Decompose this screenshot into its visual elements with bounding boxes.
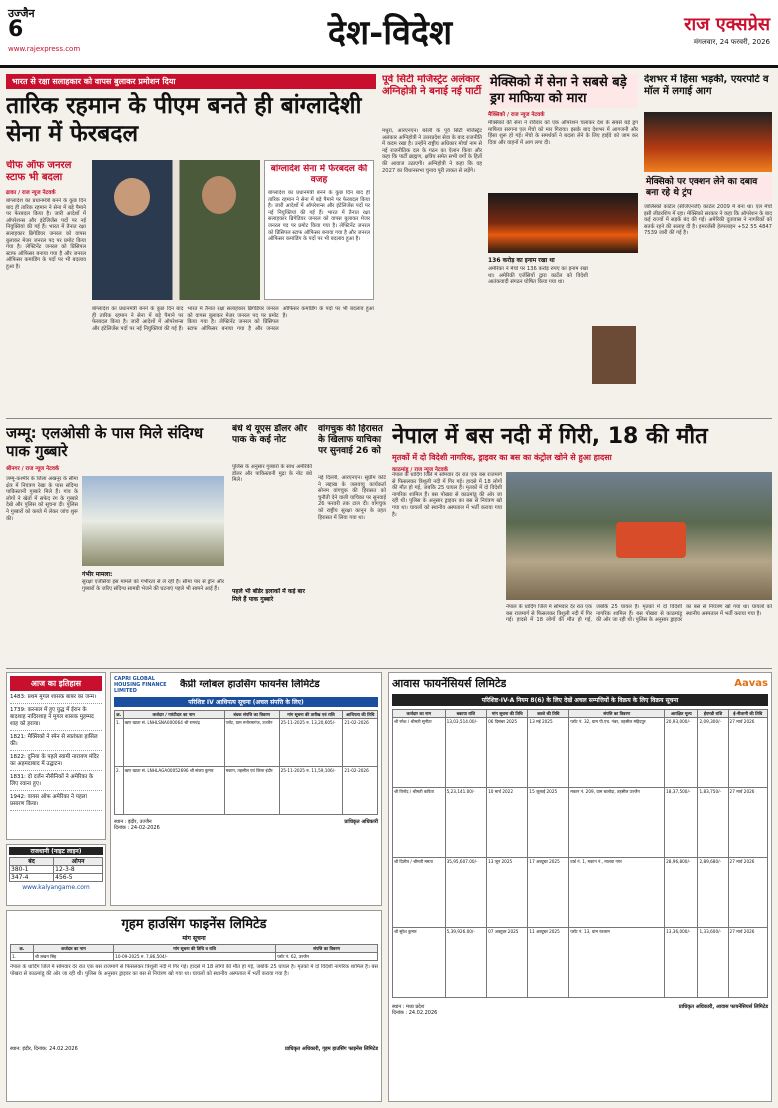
history-box [6, 672, 106, 840]
rajdhani-title: राजधानी (नाइट लाइन) [9, 847, 103, 855]
story-nepal-subhead: मृतकों में दो विदेशी नागरिक, ड्राइवर का बस का कंट्रोल खोने से हुआ हादसा [392, 453, 612, 462]
violence-photo [644, 112, 772, 172]
story-nepal-body-continued: नेपाल के धादिंग जिले में सोमवार देर रात एक बस राजमार्ग से फिसलकर त्रिशूली नदी में गिर गई। हादसे में 18 लोगों की मौत हो गई, जबकि 25 घायल हैं। मृतकों में दो विदेशी नागरिक शामिल हैं। बस पोखरा से काठमांडू की ओर जा रही थी। पुलिस के अनुसार ड्राइवर का बस से नियंत्रण खो गया था। घायलों को स्थानीय अस्पताल में भर्ती कराया गया है। [506, 604, 772, 624]
story-nepal-body: नेपाल के धादिंग जिले में सोमवार देर रात एक बस राजमार्ग से फिसलकर त्रिशूली नदी में गिर गई। हादसे में 18 लोगों की मौत हो गई, जबकि 25 घायल हैं। मृतकों में दो विदेशी नागरिक शामिल हैं। बस पोखरा से काठमांडू की ओर जा रही थी। पुलिस के अनुसार ड्राइवर का बस से नियंत्रण खो गया था। घायलों को स्थानीय अस्पताल में भर्ती कराया गया है। [392, 472, 502, 518]
aavas-title: आवास फायनेंसियर्स लिमिटेड [392, 677, 507, 690]
rajdhani-box [6, 844, 106, 906]
story-dollar [232, 424, 312, 664]
table-cell: 11 अक्टूबर 2025 [528, 928, 569, 998]
history-item: 1483: प्रथम मुगल शासक बाबर का जन्म। [10, 694, 102, 704]
table-cell: 35,95,607.00/- [445, 858, 487, 928]
story-violence-body: जालिस्को कार्टेल (सीजेएनजी) कार्टेल 2009 में बना था। एल मेंचो इसी लीडरशिप में रहा। मेक्सिको सरकार ने कहा कि ऑपरेशन के बाद कई राज्यों में सड़कें बंद की गई। अमेरिकी दूतावास ने नागरिकों को सतर्क रहने की सलाह दी है। इमरजेंसी हेल्पलाइन +52 55 4847 7539 जारी की गई है। [644, 204, 772, 237]
table-row [393, 718, 768, 788]
story-jammu-body: जम्मू-कश्मीर के जिला अखनूर के सीमा क्षेत्र में नियंत्रण रेखा के पास संदिग्ध पाकिस्तानी गुब्बारे मिले हैं। गांव के लोगों ने खेतों में सफेद रंग के गुब्बारे देखे और पुलिस को सूचना दी। पुलिस ने गुब्बारों को कब्जे में लेकर जांच शुरू की। [6, 476, 78, 522]
balloon-photo [82, 476, 224, 566]
story-nepal-byline: काठमांडू / राज न्यूज नेटवर्क [392, 467, 448, 473]
table-cell: मकान नं. 209, ग्राम बालोदा, तहसील उज्जैन [569, 788, 665, 858]
rajdhani-cell: 456-5 [54, 874, 103, 882]
table-cell: 13,36,000/- [665, 928, 698, 998]
table-cell: वार्ड नं. 1, मकान नं., मालवा नगर [569, 858, 665, 928]
capri-column-header: क्र. [116, 712, 122, 717]
table-cell: 2. [115, 767, 124, 815]
story-mexico-byline: मैक्सिको / राज न्यूज नेटवर्क [488, 112, 545, 118]
table-cell: प्लॉट नं. 62, उज्जैन [276, 953, 378, 961]
story-jammu-headline: जम्मू: एलओसी के पास मिले संदिग्ध पाक गुब्बारे [6, 424, 204, 460]
rajdhani-site: www.kalyangame.com [22, 884, 90, 891]
table-cell: 27 मार्च 2026 [728, 928, 767, 998]
website: www.rajexpress.com [8, 45, 81, 53]
table-row [393, 788, 768, 858]
table-cell: 18,37,500/- [665, 788, 698, 858]
history-item: 1821: मैक्सिको ने स्पेन से स्वतंत्रता हासिल की। [10, 734, 102, 751]
table-cell: 5,39,926.00/- [445, 928, 487, 998]
table-cell: श्री लखन सिंह [33, 953, 113, 961]
story-mexico-body2: अमेरिका ने मेंचो पर 136 करोड़ रुपए का इनाम रखा था। अमेरिकी एजेंसियों द्वारा कार्टेल को विदेशी आतंकवादी संगठन घोषित किया गया था। [488, 266, 588, 286]
table-cell: 5,23,141.00/- [445, 788, 487, 858]
aavas-column-header: बकाया राशि [445, 710, 487, 718]
aavas-table [392, 709, 768, 998]
aavas-column-header: ईएमडी राशि [698, 710, 728, 718]
table-cell: प्लॉट नं. 13, ग्राम रतलाम [569, 928, 665, 998]
aavas-column-header: मांग सूचना की तिथि [487, 710, 528, 718]
griham-notice [6, 910, 382, 1102]
story-mexico [488, 74, 638, 414]
table-cell: 27 मार्च 2026 [728, 788, 767, 858]
story-jammu-body2: सुरक्षा एजेंसियां इस मामले को गंभीरता से ले रही हैं। सीमा पार से ड्रोन और गुब्बारों के जरिए संदिग्ध सामग्री भेजने की घटनाएं पहले भी सामने आई हैं। [82, 579, 224, 592]
el-mencho-photo [592, 326, 636, 384]
griham-column-header: मांग सूचना की तिथि व राशि [114, 945, 276, 953]
story-jammu [6, 424, 226, 664]
story-dollar-subhead: पहले भी बॉर्डर इलाकों में कई बार मिले हैं पाक गुब्बारे [232, 588, 305, 603]
aavas-logo: Aavas [734, 678, 768, 689]
table-cell: प्लॉट नं. 32, ग्राम पी.एच. नंबर, तहसील महिदपुर [569, 718, 665, 788]
history-list [10, 694, 102, 811]
lead-body-continued: बांग्लादेश का प्रधानमंत्री बनने के कुछ दिन बाद ही तारिक रहमान ने सेना में बड़े पैमाने पर फेरबदल किया है। जारी आदेशों में ऑपरेशन्स और इंटेलिजेंस पदों पर नई नियुक्तियां की गई हैं। भारत में तैनात रक्षा सलाहकार ब्रिगेडियर जनरल को वापस बुलाकर मेजर जनरल पद पर प्रमोट किया गया है। लेफ्टिनेंट जनरल को प्रिंसिपल स्टाफ ऑफिसर बनाया गया है और जनरल ऑफिसर कमांडिंग के पदों पर भी बदलाव हुआ है। [92, 306, 374, 332]
story-mexico-headline: मेक्सिको में सेना ने सबसे बड़े ड्रग माफिया को मारा [488, 74, 638, 108]
aavas-column-header: संपत्ति का विवरण [569, 710, 665, 718]
aavas-column-header: आरक्षित मूल्य [665, 710, 698, 718]
table-cell: प्लॉट, ग्राम मनोरमागंज, उज्जैन [224, 719, 279, 767]
capri-notice [110, 672, 382, 906]
lead-headline: तारिक रहमान के पीएम बनते ही बांग्लादेशी सेना में फेरबदल [6, 93, 362, 147]
lead-kicker: भारत से रक्षा सलाहकार को वापस बुलाकर प्रमोशन दिया [6, 74, 376, 89]
table-cell: 2,09,300/- [698, 718, 728, 788]
table-row [393, 928, 768, 998]
table-cell: 13 मई 2025 [528, 718, 569, 788]
story-mexico-subhead: 136 करोड़ का इनाम रखा था [488, 257, 555, 264]
capri-place: स्थान : इंदौर, उज्जैन [114, 819, 152, 825]
story-party-headline: पूर्व सिटी मजिस्ट्रेट अलंकार अग्निहोत्री ने बनाई नई पार्टी [382, 74, 482, 97]
story-nepal [392, 424, 772, 664]
griham-column-header: क्र. [11, 945, 34, 953]
table-cell: 1,83,750/- [698, 788, 728, 858]
story-party-body: मथुरा, आरएनएन। बरेली के पूर्व सिटी मजिस्ट्रेट अलंकार अग्निहोत्री ने उत्तरप्रदेश सेवा के बाद राजनीति में कदम रखा है। उन्होंने राष्ट्रीय अधिकार मोर्चा नाम से नई राजनीतिक दल के गठन का ऐलान किया और कहा कि पार्टी ब्राह्मण, क्षत्रिय समेत सभी वर्गों के हितों की आवाज उठाएगी। अग्निहोत्री ने कहा कि वह 2027 का विधानसभा चुनाव पूरी ताकत से लड़ेंगे। [382, 128, 482, 174]
capri-date: दिनांक : 24-02-2026 [114, 825, 160, 831]
table-cell: 1. [115, 719, 124, 767]
aavas-signoff: प्राधिकृत अधिकारी, आवास फायनेंसियर्स लिमिटेड [678, 1004, 768, 1010]
lead-inset-title: बांग्लादेश सेना में फेरबदल की वजह [270, 164, 368, 185]
history-title: आज का इतिहास [10, 676, 102, 691]
table-cell: 10-09-2025 रु. 7,86,504/- [114, 953, 276, 961]
aavas-notice [388, 672, 772, 1102]
capri-column-header: कर्जदार / गारंटीदार का नाम [123, 711, 224, 719]
table-cell: 20,93,000/- [665, 718, 698, 788]
capri-signoff: प्राधिकृत अधिकारी [344, 819, 378, 825]
capri-column-header: आधिपत्य की तिथि [343, 711, 378, 719]
story-jammu-subhead: गंभीर मामला: [82, 571, 113, 578]
story-party [382, 74, 482, 414]
edition-city: उज्जैन [8, 7, 35, 20]
story-dollar-body: पुलिस के अनुसार गुब्बारों के साथ अमेरिकी डॉलर और पाकिस्तानी मुद्रा के नोट बंधे मिले। [232, 464, 312, 484]
story-mexico-body: मेक्सिको की सेना ने रविवार को एक ऑपरेशन चलाकर देश के सबसे बड़े ड्रग माफिया सरगना एल मेंचो को मार गिराया। इसके बाद देशभर में आगजनी और हिंसा शुरू हो गई। मेंचो के समर्थकों ने बदला लेने के लिए हाईवे को जाम कर दिया और वाहनों में आग लगा दी। [488, 120, 638, 146]
griham-signoff: प्राधिकृत अधिकारी, गृहम हाउसिंग फाइनेंस लिमिटेड [284, 1046, 378, 1052]
mexico-fire-photo [488, 193, 638, 253]
history-item: 1822: दुनिया के पहले स्वामी नारायण मंदिर का अहमदाबाद में उद्घाटन। [10, 754, 102, 771]
lead-story [6, 74, 376, 414]
table-cell: 25-11-2025 रु. 13,20,605/- [279, 719, 343, 767]
rajdhani-cell: 380-1 [10, 866, 54, 874]
griham-place: स्थान: इंदौर, दिनांक: 24.02.2026 [10, 1046, 78, 1052]
aavas-column-header: कर्जदार का नाम [393, 710, 446, 718]
rajdhani-col: बंद [10, 858, 54, 866]
story-nepal-headline: नेपाल में बस नदी में गिरी, 18 की मौत [392, 424, 708, 449]
table-cell: श्री सुरेश कुमार [393, 928, 446, 998]
capri-subtitle: परिशिष्ट IV आधिपत्य सूचना (अचल संपत्ति के लिए) [114, 697, 378, 707]
history-item: 1739: करनाल में हुए युद्ध में ईरान के बादशाह नादिरशाह ने मुगल शासक मुहम्मद शाह को हराया। [10, 707, 102, 731]
lead-inset-box [264, 160, 374, 300]
table-cell: 13,03,514.00/- [445, 718, 487, 788]
table-cell: 15 जुलाई 2025 [528, 788, 569, 858]
griham-column-header: संपत्ति का विवरण [276, 945, 378, 953]
table-row [115, 719, 378, 767]
table-row [115, 767, 378, 815]
masthead [0, 0, 778, 68]
capri-logo: CAPRI GLOBAL HOUSING FINANCE LIMITED [114, 676, 167, 694]
griham-column-header: कर्जदार का नाम [33, 945, 113, 953]
table-cell: 17 अक्टूबर 2025 [528, 858, 569, 928]
rajdhani-cell: 347-4 [10, 874, 54, 882]
story-wangchuk-headline: वांगचुक की हिरासत के खिलाफ याचिका पर सुनवाई 26 को [318, 424, 383, 456]
griham-table [10, 944, 378, 961]
table-cell: 06 दिसंबर 2025 [487, 718, 528, 788]
table-cell: मकान, तहसील एवं जिला इंदौर [224, 767, 279, 815]
griham-fineprint: नेपाल के धादिंग जिले में सोमवार देर रात एक बस राजमार्ग से फिसलकर त्रिशूली नदी में गिर गई। हादसे में 18 लोगों की मौत हो गई, जबकि 25 घायल हैं। मृतकों में दो विदेशी नागरिक शामिल हैं। बस पोखरा से काठमांडू की ओर जा रही थी। पुलिस के अनुसार ड्राइवर का बस से नियंत्रण खो गया था। घायलों को स्थानीय अस्पताल में भर्ती कराया गया है। [10, 964, 378, 977]
capri-title: कैप्री ग्लोबल हाउसिंग फायनेंस लिमिटेड [180, 679, 320, 690]
divider [6, 668, 772, 669]
lead-subhead: चीफ ऑफ जनरल स्टाफ भी बदला [6, 160, 72, 183]
story-violence-subhead: मेक्सिको पर एक्शन लेने का दबाव बना रहे थे ट्रंप [644, 175, 772, 201]
table-cell: 21-02-2026 [343, 719, 378, 767]
table-cell: 27 मार्च 2026 [728, 858, 767, 928]
lead-photo [92, 160, 260, 300]
table-row [11, 953, 378, 961]
capri-table [114, 710, 378, 815]
table-cell: 1. [11, 953, 34, 961]
story-jammu-byline: श्रीनगर / राज न्यूज नेटवर्क [6, 466, 60, 472]
table-cell: श्री रमेश / श्रीमती सुनीता [393, 718, 446, 788]
lead-inset-body: बांग्लादेश का प्रधानमंत्री बनने के कुछ दिन बाद ही तारिक रहमान ने सेना में बड़े पैमाने पर फेरबदल किया है। जारी आदेशों में ऑपरेशन्स और इंटेलिजेंस पदों पर नई नियुक्तियां की गई हैं। भारत में तैनात रक्षा सलाहकार ब्रिगेडियर जनरल को वापस बुलाकर मेजर जनरल पद पर प्रमोट किया गया है। लेफ्टिनेंट जनरल को प्रिंसिपल स्टाफ ऑफिसर बनाया गया है और जनरल ऑफिसर कमांडिंग के पदों पर भी बदलाव हुआ है। [268, 190, 370, 243]
table-cell: 27 मार्च 2026 [728, 718, 767, 788]
table-cell: 21-02-2026 [343, 767, 378, 815]
bus-shape [616, 522, 686, 558]
table-row [393, 858, 768, 928]
lead-body: बांग्लादेश का प्रधानमंत्री बनने के कुछ दिन बाद ही तारिक रहमान ने सेना में बड़े पैमाने पर फेरबदल किया है। जारी आदेशों में ऑपरेशन्स और इंटेलिजेंस पदों पर नई नियुक्तियां की गई हैं। भारत में तैनात रक्षा सलाहकार ब्रिगेडियर जनरल को वापस बुलाकर मेजर जनरल पद पर प्रमोट किया गया है। लेफ्टिनेंट जनरल को प्रिंसिपल स्टाफ ऑफिसर बनाया गया है और जनरल ऑफिसर कमांडिंग के पदों पर भी बदलाव हुआ है। [6, 198, 86, 270]
history-item: 1831: दो दर्जन नौसैनिकों ने अमेरिका के लिए रवाना हुए। [10, 774, 102, 791]
aavas-column-header: ई-नीलामी की तिथि [728, 710, 767, 718]
person-face-right [202, 176, 236, 214]
story-wangchuk [318, 424, 386, 664]
capri-column-header: मांग सूचना की तारीख एवं राशि [279, 711, 343, 719]
lead-left-col [6, 160, 86, 418]
divider [6, 418, 772, 419]
capri-column-header: बंधक संपत्ति का विवरण [224, 711, 279, 719]
story-wangchuk-body: नई दिल्ली, आरएनएन। सुप्रीम कोर्ट ने लद्दाख के जलवायु कार्यकर्ता सोनम वांगचुक की हिरासत को चुनौती देने वाली याचिका पर सुनवाई 26 फरवरी तक टाल दी। वांगचुक को राष्ट्रीय सुरक्षा कानून के तहत हिरासत में लिया गया था। [318, 475, 386, 521]
paper-name: राज एक्सप्रेस [684, 14, 770, 35]
aavas-date: दिनांक : 24.02.2026 [392, 1010, 438, 1016]
rajdhani-table [9, 857, 103, 882]
table-cell: ऋण खाता सं. LNHLAGA00052696 श्री संजय कुमार [123, 767, 224, 815]
griham-subtitle: मांग सूचना [182, 935, 206, 942]
table-cell: 10 मार्च 2022 [487, 788, 528, 858]
table-cell: 25-11-2025 रु. 11,59,106/- [279, 767, 343, 815]
history-item: 1942: वायस ऑफ अमेरिका ने पहला प्रसारण किया। [10, 794, 102, 811]
lead-byline: ढाका / राज न्यूज नेटवर्क [6, 190, 56, 196]
table-cell: 1,33,600/- [698, 928, 728, 998]
issue-date: मंगलवार, 24 फरवरी, 2026 [693, 38, 770, 46]
person-face-left [114, 178, 150, 216]
aavas-column-header: कब्जे की तिथि [528, 710, 569, 718]
rajdhani-cell: 12-3-8 [54, 866, 103, 874]
section-title: देश-विदेश [327, 13, 453, 53]
table-cell: 28,96,800/- [665, 858, 698, 928]
rajdhani-col: ओपन [54, 858, 103, 866]
table-cell: श्री दिलीप / श्रीमती ममता [393, 858, 446, 928]
bus-accident-photo [506, 472, 772, 600]
aavas-subtitle: परिशिष्ट-IV-A नियम 8(6) के लिए देखें अचल सम्पत्तियों के विक्रय के लिए विक्रय सूचना [392, 694, 768, 706]
aavas-place: स्थान : मध्य प्रदेश [392, 1004, 425, 1010]
story-violence-headline: देशभर में हिंसा भड़की, एयरपोर्ट व मॉल में लगाई आग [644, 74, 769, 97]
story-violence [644, 74, 772, 414]
table-cell: ऋण खाता सं. LNHLSNA000064 श्री रामचंद्र [123, 719, 224, 767]
table-cell: 07 अक्टूबर 2025 [487, 928, 528, 998]
page-number: 6 [8, 17, 24, 42]
table-cell: 13 जून 2025 [487, 858, 528, 928]
table-cell: श्री विनोद / श्रीमती कविता [393, 788, 446, 858]
table-cell: 2,89,680/- [698, 858, 728, 928]
griham-title: गृहम हाउसिंग फाइनेंस लिमिटेड [121, 917, 267, 932]
story-dollar-headline: बंधे थे यूएस डॉलर और पाक के कई नोट [232, 424, 308, 445]
